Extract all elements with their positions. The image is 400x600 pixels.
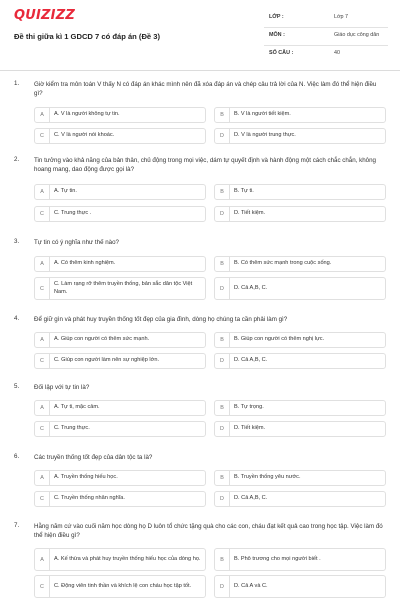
option-c[interactable] xyxy=(34,277,206,300)
option-letter: A xyxy=(35,185,50,199)
option-b[interactable] xyxy=(214,470,386,486)
option-letter: C xyxy=(35,354,50,368)
option-text: D. Cả A và C. xyxy=(234,582,268,589)
option-b[interactable] xyxy=(214,184,386,200)
option-d[interactable] xyxy=(214,491,386,507)
option-b[interactable] xyxy=(214,548,386,571)
option-letter: B xyxy=(215,108,230,122)
option-letter: D xyxy=(215,354,230,368)
option-text: C. Giúp con người làm nên sự nghiệp lớn. xyxy=(54,357,160,364)
option-a[interactable] xyxy=(34,107,206,123)
option-text: C. Trung thực. xyxy=(54,425,90,432)
option-a[interactable] xyxy=(34,256,206,272)
question-text: Hằng năm cứ vào cuối năm học dòng họ D luôn tổ chức tặng quà cho các con, cháu đạt kết quả cao trong học tập. Việc làm đó thể hiện điều gì? xyxy=(34,523,383,539)
option-b[interactable] xyxy=(214,256,386,272)
meta-value: 40 xyxy=(334,50,340,56)
option-letter: A xyxy=(35,471,50,485)
option-b[interactable] xyxy=(214,400,386,416)
option-text: C. Truyền thống nhân nghĩa. xyxy=(54,495,125,502)
option-text: D. Cả A,B, C. xyxy=(234,495,268,502)
option-letter: B xyxy=(215,333,230,347)
option-text: B. V là người tiết kiệm. xyxy=(234,111,291,118)
option-text: A. Có thêm kinh nghiệm. xyxy=(54,260,116,267)
option-letter: B xyxy=(215,185,230,199)
option-a[interactable] xyxy=(34,332,206,348)
option-letter: B xyxy=(215,401,230,415)
meta-row-grade xyxy=(264,10,388,28)
option-letter: A xyxy=(35,333,50,347)
option-d[interactable] xyxy=(214,353,386,369)
question-text: Giờ kiểm tra môn toán V thấy N có đáp án khác mình nên đã xóa đáp án và chép câu trả lời của N. Việc làm đó thể hiện điều gì? xyxy=(34,81,377,97)
option-c[interactable] xyxy=(34,353,206,369)
option-text: C. Trung thực . xyxy=(54,210,92,217)
question-number: 4. xyxy=(14,315,20,322)
option-letter: A xyxy=(35,257,50,271)
meta-label: LỚP : xyxy=(269,14,284,20)
option-text: B. Tự ti. xyxy=(234,188,254,195)
option-letter: C xyxy=(35,576,50,597)
option-d[interactable] xyxy=(214,206,386,222)
meta-row-question-count xyxy=(264,46,388,63)
meta-row-subject xyxy=(264,28,388,46)
option-d[interactable] xyxy=(214,128,386,144)
option-letter: C xyxy=(35,207,50,221)
option-text: A. Tự tin. xyxy=(54,188,77,195)
option-text: A. Tự ti, mặc cảm. xyxy=(54,404,100,411)
question-text: Đối lập với tự tin là? xyxy=(34,384,90,391)
option-letter: D xyxy=(215,492,230,506)
option-a[interactable] xyxy=(34,400,206,416)
question-number: 1. xyxy=(14,80,20,87)
option-text: A. Kế thừa và phát huy truyền thống hiếu học của dòng họ. xyxy=(54,555,201,562)
option-text: B. Giúp con người có thêm nghị lực. xyxy=(234,336,325,343)
option-a[interactable] xyxy=(34,548,206,571)
option-letter: B xyxy=(215,549,230,570)
option-letter: D xyxy=(215,207,230,221)
worksheet-header xyxy=(0,0,400,70)
option-c[interactable] xyxy=(34,421,206,437)
meta-value: Giáo dục công dân xyxy=(334,32,380,38)
meta-label: MÔN : xyxy=(269,32,285,38)
option-d[interactable] xyxy=(214,277,386,300)
option-text: A. Giúp con người có thêm sức mạnh. xyxy=(54,336,150,343)
option-letter: C xyxy=(35,422,50,436)
option-letter: C xyxy=(35,492,50,506)
option-letter: D xyxy=(215,576,230,597)
question-text: Để giữ gìn và phát huy truyền thống tốt đẹp của gia đình, dòng họ chúng ta cần phải làm gì? xyxy=(34,316,288,323)
option-a[interactable] xyxy=(34,470,206,486)
option-letter: A xyxy=(35,401,50,415)
question-number: 2. xyxy=(14,156,20,163)
option-text: D. Tiết kiệm. xyxy=(234,425,266,432)
option-d[interactable] xyxy=(214,421,386,437)
quizizz-logo[interactable]: QUIZIZZ xyxy=(14,8,75,23)
question-text: Tin tưởng vào khả năng của bản thân, chủ động trong mọi việc, dám tự quyết định và hành động một cách chắc chắn, không hoang mang, dao động được gọi là? xyxy=(34,157,376,173)
question-text: Tự tin có ý nghĩa như thế nào? xyxy=(34,239,119,246)
option-letter: C xyxy=(35,278,50,299)
option-text: D. Cả A,B, C. xyxy=(234,357,268,364)
option-text: C. V là người nói khoác. xyxy=(54,132,115,139)
option-c[interactable] xyxy=(34,575,206,598)
option-letter: B xyxy=(215,471,230,485)
option-b[interactable] xyxy=(214,107,386,123)
option-text: C. Động viên tinh thần và khích lệ con cháu học tập tốt. xyxy=(54,582,192,589)
option-letter: A xyxy=(35,108,50,122)
meta-table xyxy=(264,10,388,63)
option-letter: D xyxy=(215,422,230,436)
option-b[interactable] xyxy=(214,332,386,348)
option-text: A. V là người không tự tin. xyxy=(54,111,120,118)
option-letter: D xyxy=(215,129,230,143)
question-number: 5. xyxy=(14,383,20,390)
option-c[interactable] xyxy=(34,206,206,222)
option-text: D. V là người trung thực. xyxy=(234,132,296,139)
option-text: D. Cả A,B, C. xyxy=(234,284,268,291)
meta-label: SỐ CÂU : xyxy=(269,50,294,56)
option-text: A. Truyền thống hiếu học. xyxy=(54,474,118,481)
option-text: B. Truyền thống yêu nước. xyxy=(234,474,301,481)
option-letter: A xyxy=(35,549,50,570)
option-text: B. Tự trọng. xyxy=(234,404,264,411)
option-letter: B xyxy=(215,257,230,271)
header-divider xyxy=(0,70,400,71)
option-letter: C xyxy=(35,129,50,143)
page-title: Đề thi giữa kì 1 GDCD 7 có đáp án (Đề 3) xyxy=(14,32,161,41)
question-text: Các truyền thống tốt đẹp của dân tộc ta là? xyxy=(34,454,153,461)
option-d[interactable] xyxy=(214,575,386,598)
option-text: D. Tiết kiệm. xyxy=(234,210,266,217)
option-text: B. Phô trương cho mọi người biết . xyxy=(234,555,321,562)
option-c[interactable] xyxy=(34,128,206,144)
question-number: 3. xyxy=(14,238,20,245)
option-text: C. Làm rạng rỡ thêm truyền thống, bản sắc dân tộc Việt Nam. xyxy=(54,281,193,295)
question-number: 7. xyxy=(14,522,20,529)
option-letter: D xyxy=(215,278,230,299)
question-number: 6. xyxy=(14,453,20,460)
option-c[interactable] xyxy=(34,491,206,507)
option-a[interactable] xyxy=(34,184,206,200)
meta-value: Lớp 7 xyxy=(334,14,349,20)
option-text: B. Có thêm sức mạnh trong cuộc sống. xyxy=(234,260,332,267)
